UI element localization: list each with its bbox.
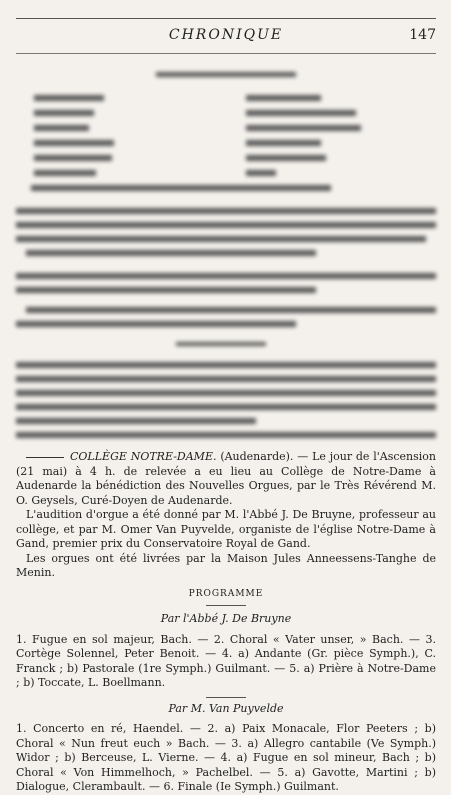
programme-separator (206, 697, 246, 698)
organist-heading-1: Par l'Abbé J. De Bruyne (160, 612, 292, 625)
article-third-paragraph: Les orgues ont été livrées par la Maison Jules Anneessens-Tanghe de Menin. (16, 551, 436, 579)
blurred-text-block (16, 60, 436, 450)
programme-divider (206, 605, 246, 606)
programme-title: PROGRAMME (188, 588, 264, 599)
page-number: 147 (409, 27, 436, 43)
section-heading: COLLÈGE NOTRE-DAME. (70, 450, 217, 463)
section-place: (Audenarde). (220, 450, 294, 463)
article-second-paragraph: L'audition d'orgue a été donné par M. l'Abbé J. De Bruyne, professeur au collège, et par M. Omer Van Puyvelde, organiste de l'église Notre-Dame à Gand, premier prix du Conservatoire Royal de Gand. (16, 508, 436, 550)
programme-list-2: 1. Concerto en ré, Haendel. — 2. a) Paix Monacale, Flor Peeters ; b) Choral « Nun freut euch » Bach. — 3. a) Allegro cantabile (Ve Symph.) Widor ; b) Berceuse, L. Vierne. — 4. a) Fugue en sol mineur, Bach ; b) Choral « Von Himmelhoch, » Pachelbel. — 5. a) Gavotte, Martini ; b) Dialogue, Clerambault. — 6. Finale (Ie Symph.) Guilmant. (16, 722, 436, 793)
organist-heading-2: Par M. Van Puyvelde (168, 701, 284, 715)
section-rule (26, 457, 64, 458)
page-title: CHRONIQUE (168, 27, 284, 43)
programme-list-1: 1. Fugue en sol majeur, Bach. — 2. Choral « Vater unser, » Bach. — 3. Cortège Solennel, Peter Benoit. — 4. a) Andante (Gr. pièce Symph.), C. Franck ; b) Pastorale (1re Symph.) Guilmant. — 5. a) Prière à Notre-Dame ; b) Toccate, L. Boellmann. (16, 632, 436, 689)
article-first-paragraph (16, 450, 436, 508)
article-first-paragraph-text: — Le jour de l'Ascension (21 mai) à 4 h. de relevée a eu lieu au Collège de Notre-Dame à Audenarde la bénédiction des Nouvelles Orgues, par le Très Révérend M. O. Geysels, Curé-Doyen de Audenarde. (16, 450, 437, 507)
page-header (16, 18, 436, 54)
article-section (16, 450, 436, 795)
